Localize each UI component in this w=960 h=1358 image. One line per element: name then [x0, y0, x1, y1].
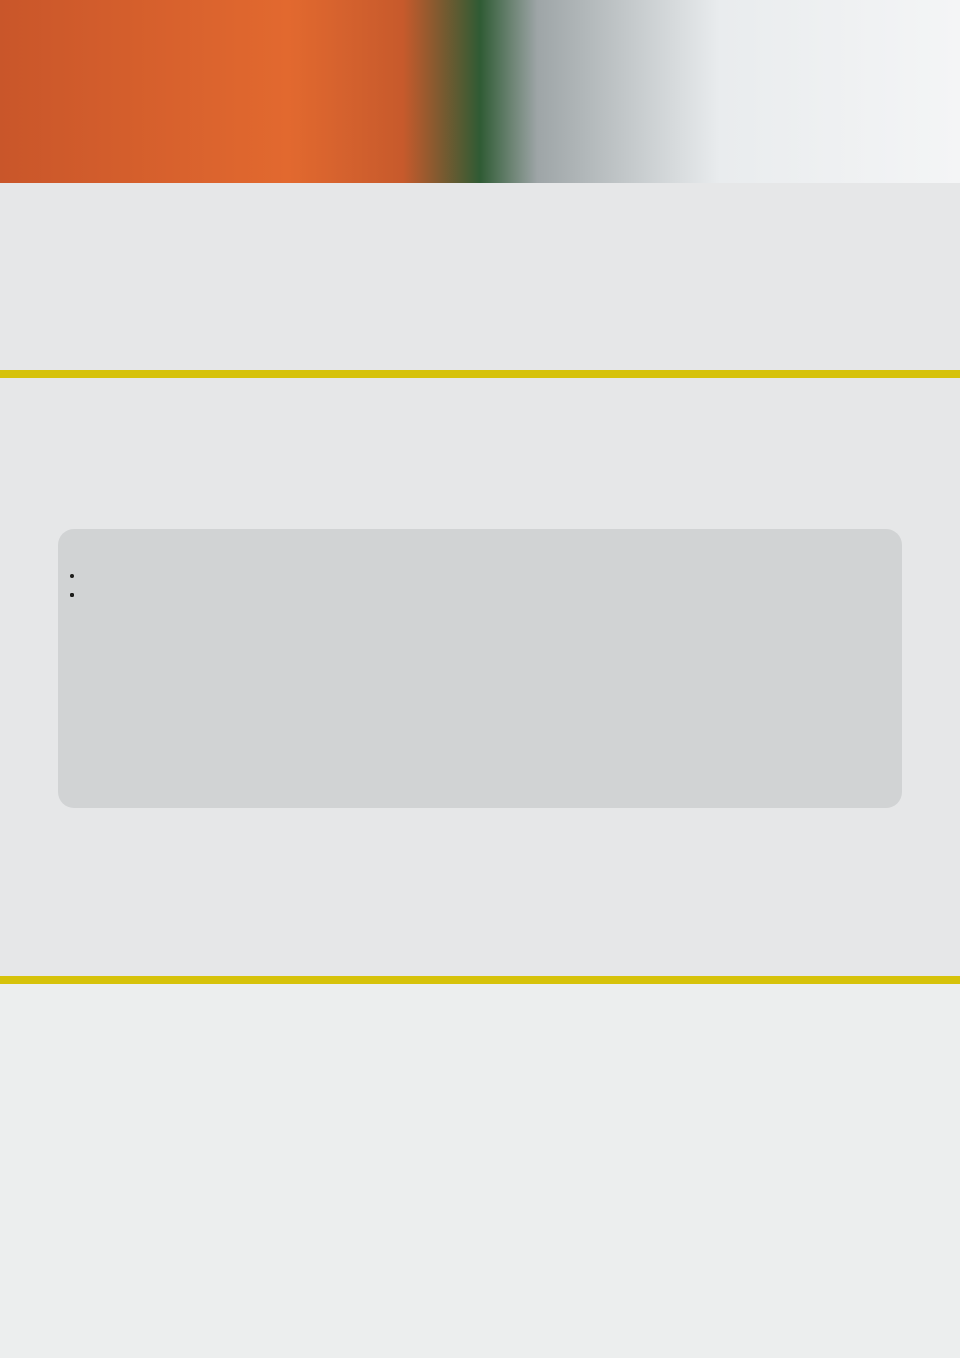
canisters-illustration	[0, 0, 960, 183]
accent-rule-top	[0, 370, 960, 378]
canisters-photo	[0, 0, 960, 183]
bullet-icon	[70, 593, 74, 597]
paint-cans-photo	[0, 984, 960, 1358]
flammable-classes-box	[58, 529, 902, 808]
accent-rule-bottom	[0, 976, 960, 984]
paint-cans-illustration	[0, 984, 960, 1358]
flammable-classes-list	[58, 566, 902, 585]
bullet-icon	[70, 574, 74, 578]
